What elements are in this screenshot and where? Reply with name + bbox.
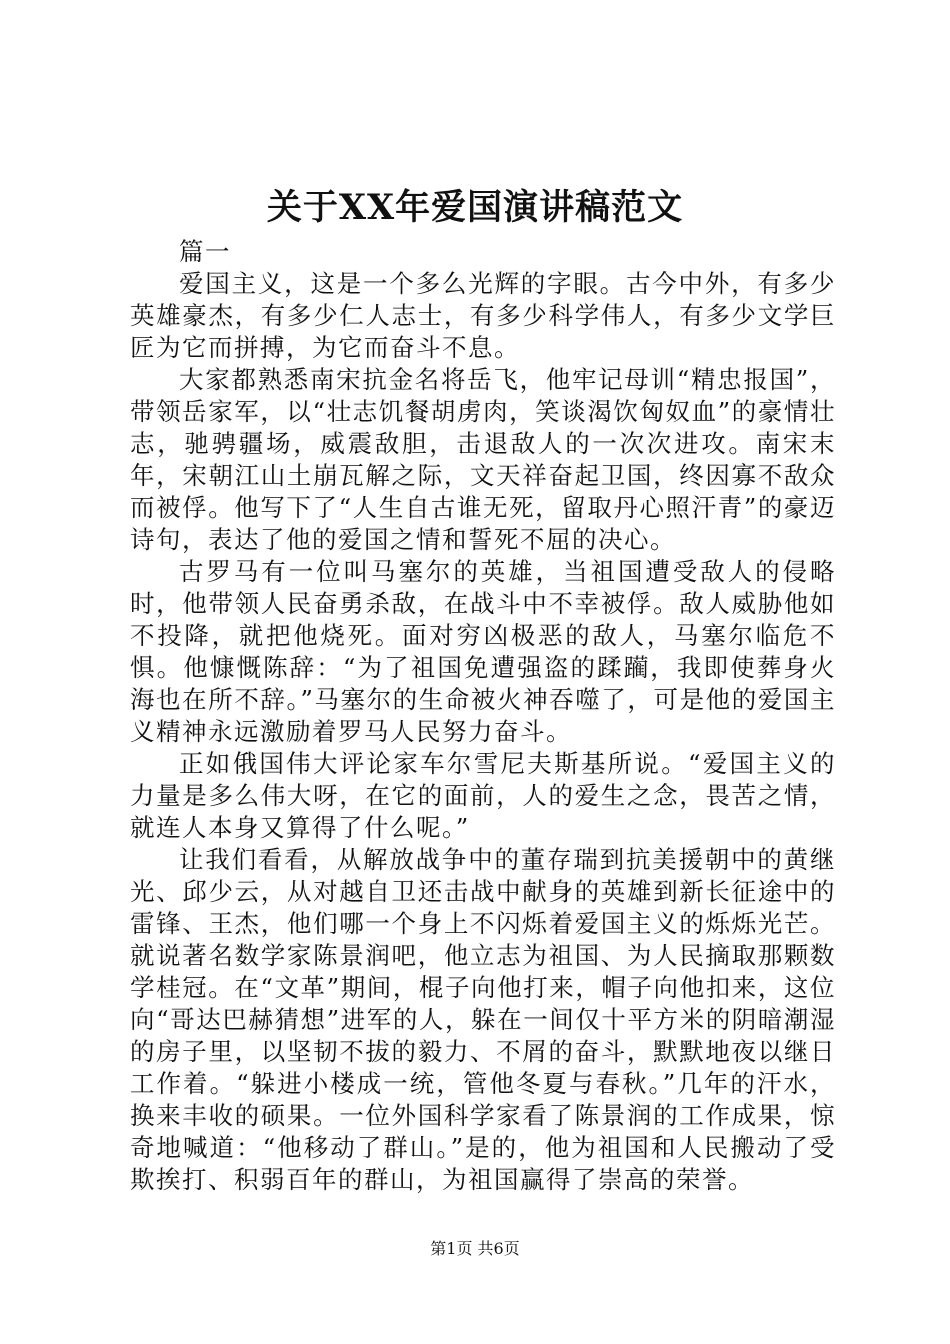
paragraph: 让我们看看，从解放战争中的董存瑞到抗美援朝中的黄继光、邱少云，从对越自卫还击战中献身的英雄到新长征途中的雷锋、王杰，他们哪一个身上不闪烁着爱国主义的烁烁光芒。就说著名数学家陈景润吧，他立志为祖国、为人民摘取那颗数学桂冠。在“文革”期间，棍子向他打来，帽子向他扣来，这位向“哥达巴赫猜想”进军的人，躲在一间仅十平方米的阴暗潮湿的房子里，以坚韧不拔的毅力、不屑的奋斗，默默地夜以继日工作着。“躲进小楼成一统，管他冬夏与春秋。”几年的汗水，换来丰收的硕果。一位外国科学家看了陈景润的工作成果，惊奇地喊道：“他移动了群山。”是的，他为祖国和人民搬动了受欺挨打、积弱百年的群山，为祖国赢得了崇高的荣誉。 (130, 845, 836, 1194)
document-body (130, 236, 836, 1196)
document-title: 关于XX年爱国演讲稿范文 (266, 187, 684, 228)
paragraph: 正如俄国伟大评论家车尔雪尼夫斯基所说。“爱国主义的力量是多么伟大呀，在它的面前，人的爱生之念，畏苦之情，就连人本身又算得了什么呢。” (130, 749, 836, 842)
paragraph: 古罗马有一位叫马塞尔的英雄，当祖国遭受敌人的侵略时，他带领人民奋勇杀敌，在战斗中不幸被俘。敌人威胁他如不投降，就把他烧死。面对穷凶极恶的敌人，马塞尔临危不惧。他慷慨陈辞：“为了祖国免遭强盗的蹂躏，我即使葬身火海也在所不辞。”马塞尔的生命被火神吞噬了，可是他的爱国主义精神永远激励着罗马人民努力奋斗。 (130, 557, 836, 746)
paragraph: 爱国主义，这是一个多么光辉的字眼。古今中外，有多少英雄豪杰，有多少仁人志士，有多少科学伟人，有多少文学巨匠为它而拼搏，为它而奋斗不息。 (130, 269, 836, 362)
page-footer: 第1页 共6页 (430, 1239, 520, 1258)
paragraph: 大家都熟悉南宋抗金名将岳飞，他牢记母训“精忠报国”，带领岳家军，以“壮志饥餐胡虏肉，笑谈渴饮匈奴血”的豪情壮志，驰骋疆场，威震敌胆，击退敌人的一次次进攻。南宋末年，宋朝江山土崩瓦解之际，文天祥奋起卫国，终因寡不敌众而被俘。他写下了“人生自古谁无死，留取丹心照汗青”的豪迈诗句，表达了他的爱国之情和誓死不屈的决心。 (130, 365, 836, 554)
section-label: 篇一 (179, 237, 231, 266)
